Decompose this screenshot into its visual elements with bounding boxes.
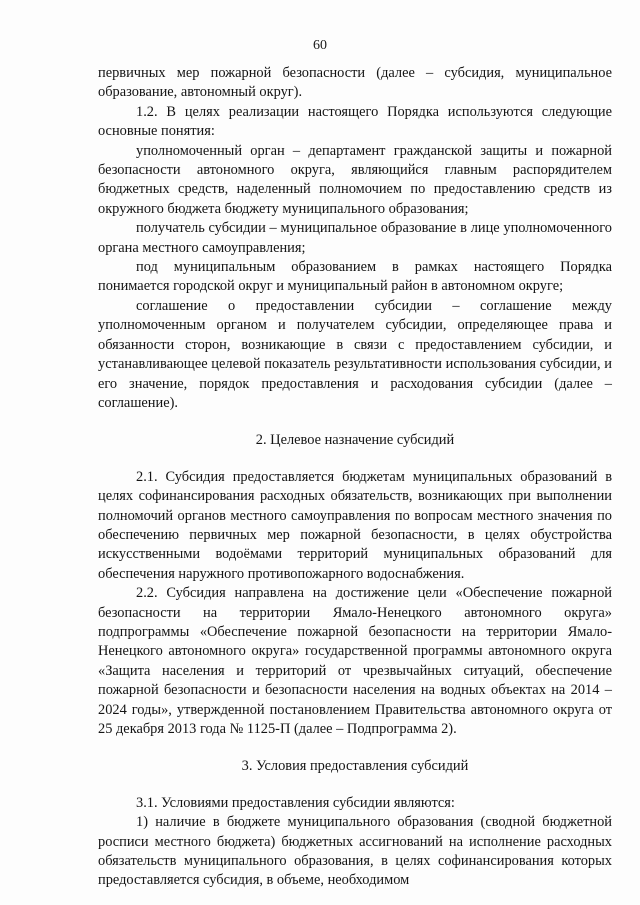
paragraph: 1) наличие в бюджете муниципального образования (сводной бюджетной росписи местного бюджета) бюджетных ассигнований на исполнение расходных обязательств муниципального образования, в целях софинансирования которых предоставляется субсидия, в объеме, необходимом bbox=[98, 814, 612, 889]
paragraph: уполномоченный орган – департамент гражданской защиты и пожарной безопасности автономного округа, являющийся главным распорядителем бюджетных средств, наделенный полномочием по предоставлению средств из окружного бюджета бюджету муниципального образования; bbox=[98, 142, 612, 217]
paragraph: 3.1. Условиями предоставления субсидии являются: bbox=[136, 794, 455, 811]
paragraph: первичных мер пожарной безопасности (далее – субсидия, муниципальное образование, автономный округ). bbox=[98, 65, 612, 101]
paragraph: соглашение о предоставлении субсидии – соглашение между уполномоченным органом и получателем субсидии, определяющее права и обязанности сторон, возникающие в связи с предоставлением субсидии, и устанавливающее целевой показатель результативности использования субсидии, и его значение, порядок предоставления и расходования субсидии (далее – соглашение). bbox=[98, 297, 612, 411]
paragraph: получатель субсидии – муниципальное образование в лице уполномоченного органа местного самоуправления; bbox=[98, 220, 612, 256]
section-heading: 2. Целевое назначение субсидий bbox=[255, 432, 455, 449]
paragraph: 2.1. Субсидия предоставляется бюджетам муниципальных образований в целях софинансирования расходных обязательств, возникающих при выполнении полномочий органов местного самоуправления по вопросам местного значения по обеспечению первичных мер пожарной безопасности, в целях обустройства искусственными водоёмами территорий муниципальных образований для обеспечения наружного противопожарного водоснабжения. bbox=[98, 468, 612, 582]
paragraph: 2.2. Субсидия направлена на достижение цели «Обеспечение пожарной безопасности на территории Ямало-Ненецкого автономного округа» подпрограммы «Обеспечение пожарной безопасности на территории Ямало-Ненецкого автономного округа» государственной программы автономного округа «Защита населения и территорий от чрезвычайных ситуаций, обеспечение пожарной безопасности и безопасности населения на водных объектах на 2014 – 2024 годы», утвержденной постановлением Правительства автономного округа от 25 декабря 2013 года № 1125-П (далее – Подпрограмма 2). bbox=[98, 585, 612, 737]
paragraph: 1.2. В целях реализации настоящего Порядка используются следующие основные понятия: bbox=[98, 103, 612, 140]
document-body bbox=[98, 64, 612, 891]
paragraph: под муниципальным образованием в рамках настоящего Порядка понимается городской округ и муниципальный район в автономном округе; bbox=[98, 259, 612, 295]
page-number: 60 bbox=[313, 38, 327, 53]
section-heading: 3. Условия предоставления субсидий bbox=[241, 758, 469, 775]
